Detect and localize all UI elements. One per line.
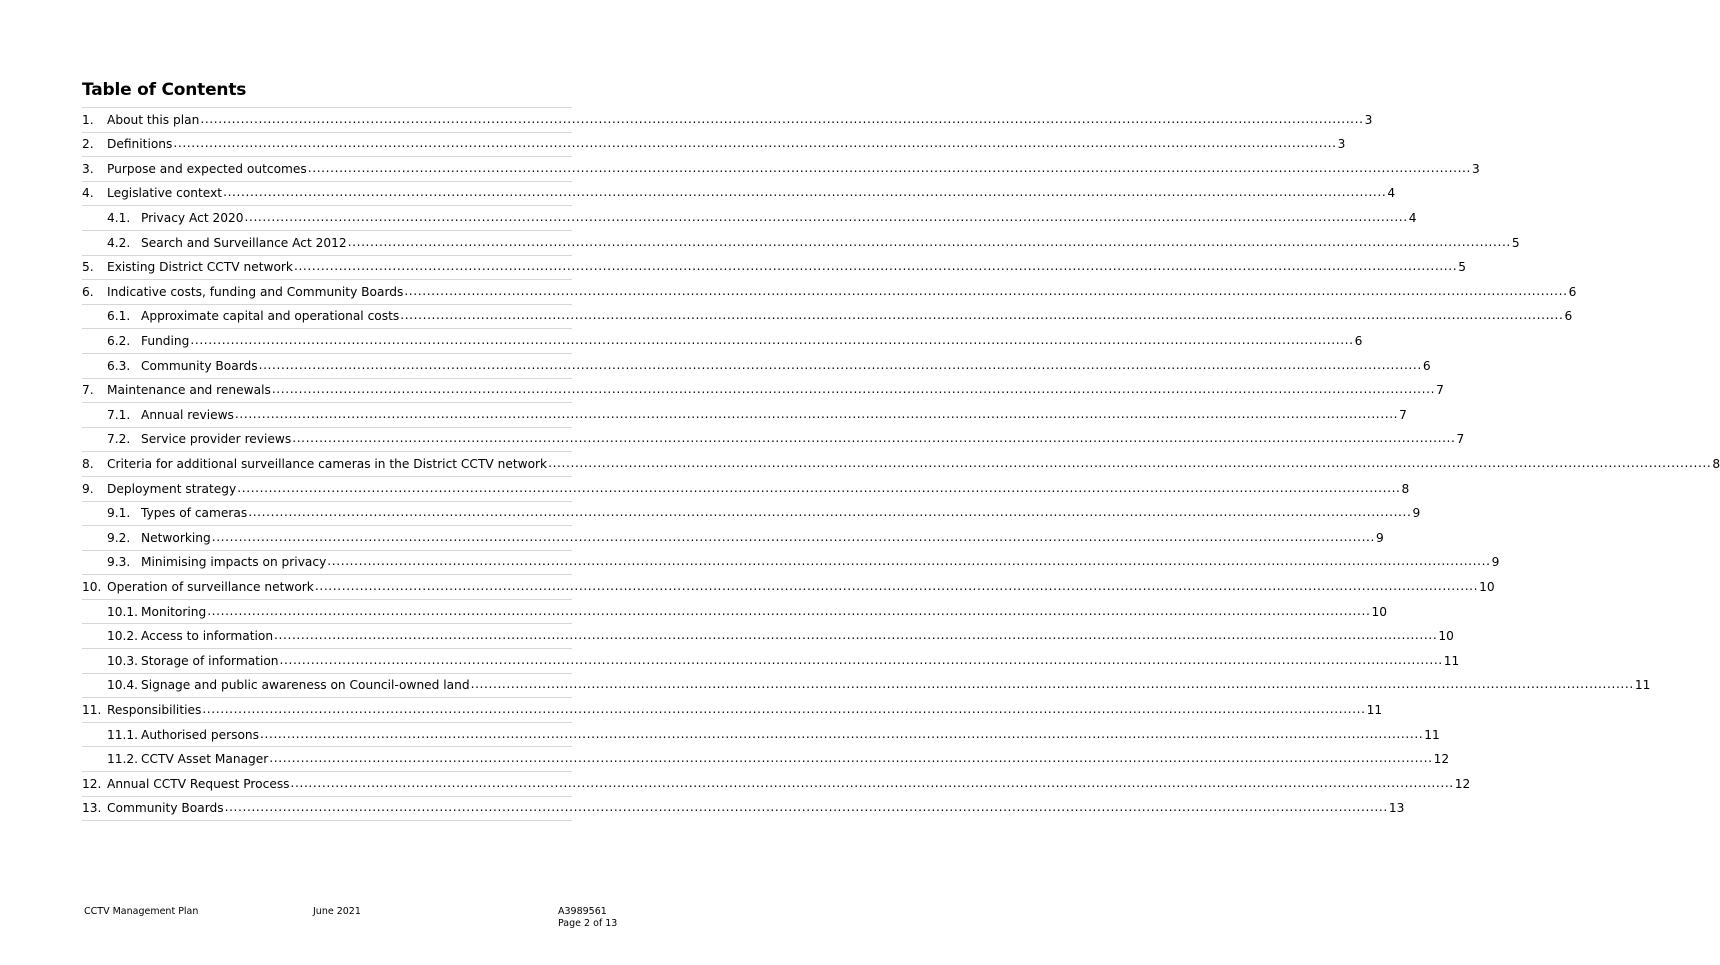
toc-entry-page-number[interactable]: 10 bbox=[1438, 629, 1454, 644]
toc-entry-number: 5. bbox=[82, 260, 94, 275]
toc-entry-number: 13. bbox=[82, 801, 102, 816]
toc-entry[interactable] bbox=[82, 599, 1387, 624]
toc-dot-leader: .................................................................................................................................................................................................................................................................... bbox=[274, 628, 1438, 643]
toc-entry-page-number[interactable]: 6 bbox=[1564, 309, 1573, 324]
toc-dot-leader: .................................................................................................................................................................................................................................................................... bbox=[202, 701, 1366, 716]
toc-dot-leader: .................................................................................................................................................................................................................................................................... bbox=[470, 677, 1634, 692]
toc-entry-title[interactable]: Purpose and expected outcomes bbox=[107, 161, 307, 176]
toc-entry-number: 10.3. bbox=[107, 653, 139, 668]
toc-entry[interactable] bbox=[82, 156, 1480, 181]
toc-entry-title[interactable]: Privacy Act 2020 bbox=[141, 211, 244, 226]
toc-entry[interactable] bbox=[82, 304, 1573, 329]
toc-entry-title[interactable]: Annual reviews bbox=[141, 407, 234, 422]
toc-entry-title[interactable]: Minimising impacts on privacy bbox=[141, 555, 327, 570]
toc-entry-title[interactable]: About this plan bbox=[107, 112, 200, 127]
toc-entry[interactable] bbox=[82, 550, 1500, 575]
toc-dot-leader: .................................................................................................................................................................................................................................................................... bbox=[234, 406, 1399, 421]
toc-entry[interactable] bbox=[82, 771, 1471, 796]
toc-entry[interactable] bbox=[82, 279, 1577, 304]
toc-entry-title[interactable]: Community Boards bbox=[141, 358, 258, 373]
toc-entry[interactable] bbox=[82, 451, 1720, 476]
toc-entry-title[interactable]: Authorised persons bbox=[141, 727, 260, 742]
toc-entry-number: 7. bbox=[82, 383, 94, 398]
toc-entry-title[interactable]: Deployment strategy bbox=[107, 481, 237, 496]
toc-entry-page-number[interactable]: 11 bbox=[1366, 702, 1383, 717]
toc-entry-page-number[interactable]: 6 bbox=[1422, 358, 1431, 373]
toc-entry-page-number[interactable]: 12 bbox=[1454, 776, 1471, 791]
toc-entry-page-number[interactable]: 9 bbox=[1376, 530, 1384, 545]
toc-entry-title[interactable]: Signage and public awareness on Council-owned land bbox=[141, 678, 470, 693]
toc-entry[interactable] bbox=[82, 623, 1454, 648]
toc-entry-title[interactable]: Networking bbox=[141, 530, 211, 545]
toc-entry[interactable] bbox=[82, 181, 1396, 206]
footer-page-number: Page 2 of 13 bbox=[558, 918, 618, 929]
toc-entry-number: 10.2. bbox=[107, 629, 139, 644]
toc-entry-number: 4.2. bbox=[107, 235, 131, 250]
toc-entry-page-number[interactable]: 9 bbox=[1412, 506, 1421, 521]
toc-entry-title[interactable]: Service provider reviews bbox=[141, 432, 292, 447]
toc-dot-leader: .................................................................................................................................................................................................................................................................... bbox=[211, 529, 1375, 544]
toc-entry-page-number[interactable]: 7 bbox=[1436, 383, 1444, 398]
toc-entry-number: 11.2. bbox=[107, 752, 139, 767]
toc-dot-leader: .................................................................................................................................................................................................................................................................... bbox=[248, 505, 1412, 520]
toc-entry-page-number[interactable]: 3 bbox=[1364, 112, 1373, 127]
toc-dot-leader: .................................................................................................................................................................................................................................................................... bbox=[237, 480, 1401, 495]
toc-entry-number: 6.1. bbox=[107, 309, 131, 324]
toc-entry[interactable] bbox=[82, 746, 1450, 771]
toc-dot-leader: .................................................................................................................................................................................................................................................................... bbox=[200, 111, 1364, 126]
toc-entry-title[interactable]: Search and Surveillance Act 2012 bbox=[141, 235, 347, 250]
toc-entry-title[interactable]: Criteria for additional surveillance cameras in the District CCTV network bbox=[107, 457, 548, 471]
toc-entry-number: 6. bbox=[82, 284, 94, 299]
toc-entry-number: 4.1. bbox=[107, 211, 131, 226]
toc-entry-number: 9.3. bbox=[107, 555, 131, 570]
toc-dot-leader: .................................................................................................................................................................................................................................................................... bbox=[258, 357, 1422, 372]
toc-entry-title[interactable]: Types of cameras bbox=[141, 506, 248, 521]
toc-entry-page-number[interactable]: 8 bbox=[1712, 457, 1720, 471]
toc-entry-number: 6.3. bbox=[107, 358, 131, 373]
toc-entry-number: 2. bbox=[82, 137, 94, 152]
toc-entry-title[interactable]: Maintenance and renewals bbox=[107, 383, 271, 398]
toc-entry-title[interactable]: Legislative context bbox=[107, 186, 223, 201]
toc-entry-number: 1. bbox=[82, 112, 94, 127]
toc-dot-leader: .................................................................................................................................................................................................................................................................... bbox=[307, 160, 1472, 175]
toc-entry-page-number[interactable]: 12 bbox=[1433, 752, 1450, 767]
toc-entry-page-number[interactable]: 4 bbox=[1387, 186, 1396, 201]
toc-entry-page-number[interactable]: 5 bbox=[1458, 260, 1466, 275]
toc-entry-number: 10.1. bbox=[107, 604, 139, 619]
toc-entry-title[interactable]: Monitoring bbox=[141, 604, 207, 619]
toc-entry-page-number[interactable]: 8 bbox=[1401, 481, 1410, 496]
toc-entry-title[interactable]: CCTV Asset Manager bbox=[141, 752, 269, 767]
toc-entry[interactable] bbox=[82, 574, 1495, 599]
toc-entry-page-number[interactable]: 10 bbox=[1371, 604, 1387, 619]
toc-entry[interactable] bbox=[82, 697, 1383, 722]
toc-list bbox=[82, 107, 1720, 821]
toc-entry-number: 6.2. bbox=[107, 334, 131, 349]
toc-dot-leader: .................................................................................................................................................................................................................................................................... bbox=[190, 333, 1354, 348]
toc-entry-title[interactable]: Community Boards bbox=[107, 801, 224, 816]
toc-dot-leader: .................................................................................................................................................................................................................................................................... bbox=[173, 136, 1337, 151]
toc-entry-page-number[interactable]: 5 bbox=[1511, 235, 1520, 250]
toc-entry-page-number[interactable]: 6 bbox=[1354, 334, 1363, 349]
toc-entry-number: 9.2. bbox=[107, 530, 131, 545]
toc-dot-leader: .................................................................................................................................................................................................................................................................... bbox=[271, 382, 1436, 397]
toc-entry-title[interactable]: Operation of surveillance network bbox=[107, 579, 314, 594]
toc-dot-leader: .................................................................................................................................................................................................................................................................... bbox=[404, 283, 1568, 298]
toc-entry-page-number[interactable]: 7 bbox=[1456, 432, 1465, 447]
toc-entry-number: 12. bbox=[82, 776, 102, 791]
toc-dot-leader: .................................................................................................................................................................................................................................................................... bbox=[269, 751, 1433, 766]
toc-dot-leader: .................................................................................................................................................................................................................................................................... bbox=[400, 308, 1564, 323]
toc-entry-number: 3. bbox=[82, 161, 94, 176]
toc-title: Table of Contents bbox=[82, 80, 247, 100]
toc-dot-leader: .................................................................................................................................................................................................................................................................... bbox=[293, 259, 1458, 274]
toc-entry-number: 7.2. bbox=[107, 432, 131, 447]
toc-entry-page-number[interactable]: 11 bbox=[1424, 727, 1440, 742]
toc-dot-leader: .................................................................................................................................................................................................................................................................... bbox=[327, 554, 1491, 569]
toc-entry-page-number[interactable]: 10 bbox=[1479, 579, 1495, 594]
toc-entry-number: 7.1. bbox=[107, 407, 131, 422]
toc-entry-number: 4. bbox=[82, 186, 94, 201]
toc-dot-leader: .................................................................................................................................................................................................................................................................... bbox=[290, 775, 1454, 790]
toc-dot-leader: .................................................................................................................................................................................................................................................................... bbox=[244, 210, 1408, 225]
toc-entry-number: 10.4. bbox=[107, 678, 139, 693]
toc-entry-page-number[interactable]: 7 bbox=[1399, 407, 1407, 422]
toc-entry-page-number[interactable]: 11 bbox=[1443, 653, 1460, 668]
toc-entry[interactable] bbox=[82, 402, 1407, 427]
toc-entry[interactable] bbox=[82, 796, 1405, 822]
toc-entry[interactable] bbox=[82, 378, 1444, 403]
toc-entry[interactable] bbox=[82, 230, 1520, 255]
toc-entry[interactable] bbox=[82, 205, 1417, 230]
toc-dot-leader: .................................................................................................................................................................................................................................................................... bbox=[292, 431, 1456, 446]
toc-dot-leader: .................................................................................................................................................................................................................................................................... bbox=[347, 234, 1511, 249]
toc-entry-title[interactable]: Storage of information bbox=[141, 653, 279, 668]
toc-dot-leader: .................................................................................................................................................................................................................................................................... bbox=[279, 652, 1443, 667]
toc-entry-number: 8. bbox=[82, 457, 94, 471]
toc-entry-title[interactable]: Annual CCTV Request Process bbox=[107, 776, 290, 791]
toc-entry[interactable] bbox=[82, 673, 1651, 698]
toc-entry-page-number[interactable]: 11 bbox=[1634, 678, 1651, 693]
toc-entry[interactable] bbox=[82, 353, 1431, 378]
toc-entry-title[interactable]: Funding bbox=[141, 334, 190, 349]
toc-dot-leader: .................................................................................................................................................................................................................................................................... bbox=[314, 578, 1479, 593]
toc-entry[interactable] bbox=[82, 525, 1384, 550]
toc-entry-number: 11. bbox=[82, 702, 102, 717]
toc-entry[interactable] bbox=[82, 722, 1440, 747]
toc-entry-title[interactable]: Responsibilities bbox=[107, 702, 202, 717]
toc-entry[interactable] bbox=[82, 255, 1466, 280]
toc-entry[interactable] bbox=[82, 476, 1410, 501]
toc-entry-title[interactable]: Existing District CCTV network bbox=[107, 260, 293, 275]
toc-entry-title[interactable]: Definitions bbox=[107, 137, 173, 152]
toc-entry-number: 11.1. bbox=[107, 727, 139, 742]
footer-reference: A3989561 bbox=[558, 906, 607, 917]
toc-entry-title[interactable]: Access to information bbox=[141, 629, 274, 644]
toc-entry-page-number[interactable]: 13 bbox=[1388, 801, 1405, 816]
footer-document-name: CCTV Management Plan bbox=[84, 906, 199, 917]
toc-entry-title[interactable]: Indicative costs, funding and Community Boards bbox=[107, 284, 404, 299]
toc-dot-leader: .................................................................................................................................................................................................................................................................... bbox=[548, 456, 1712, 470]
toc-entry-page-number[interactable]: 6 bbox=[1568, 284, 1577, 299]
toc-entry-page-number[interactable]: 3 bbox=[1472, 161, 1480, 176]
footer-date: June 2021 bbox=[313, 906, 361, 917]
toc-dot-leader: .................................................................................................................................................................................................................................................................... bbox=[223, 185, 1387, 200]
toc-entry[interactable] bbox=[82, 648, 1460, 673]
toc-entry-page-number[interactable]: 3 bbox=[1337, 137, 1346, 152]
toc-dot-leader: .................................................................................................................................................................................................................................................................... bbox=[260, 726, 1424, 741]
toc-dot-leader: .................................................................................................................................................................................................................................................................... bbox=[207, 603, 1371, 618]
toc-entry-title[interactable]: Approximate capital and operational costs bbox=[141, 309, 400, 324]
toc-entry[interactable] bbox=[82, 328, 1363, 353]
toc-entry[interactable] bbox=[82, 107, 1373, 132]
toc-entry-number: 10. bbox=[82, 579, 102, 594]
toc-entry-number: 9. bbox=[82, 481, 94, 496]
toc-entry[interactable] bbox=[82, 427, 1465, 452]
toc-dot-leader: .................................................................................................................................................................................................................................................................... bbox=[224, 800, 1388, 815]
toc-entry[interactable] bbox=[82, 501, 1421, 526]
toc-entry-page-number[interactable]: 9 bbox=[1491, 555, 1500, 570]
toc-entry-page-number[interactable]: 4 bbox=[1408, 211, 1417, 226]
toc-entry[interactable] bbox=[82, 132, 1346, 157]
toc-entry-number: 9.1. bbox=[107, 506, 131, 521]
footer-reference-block bbox=[558, 906, 617, 930]
